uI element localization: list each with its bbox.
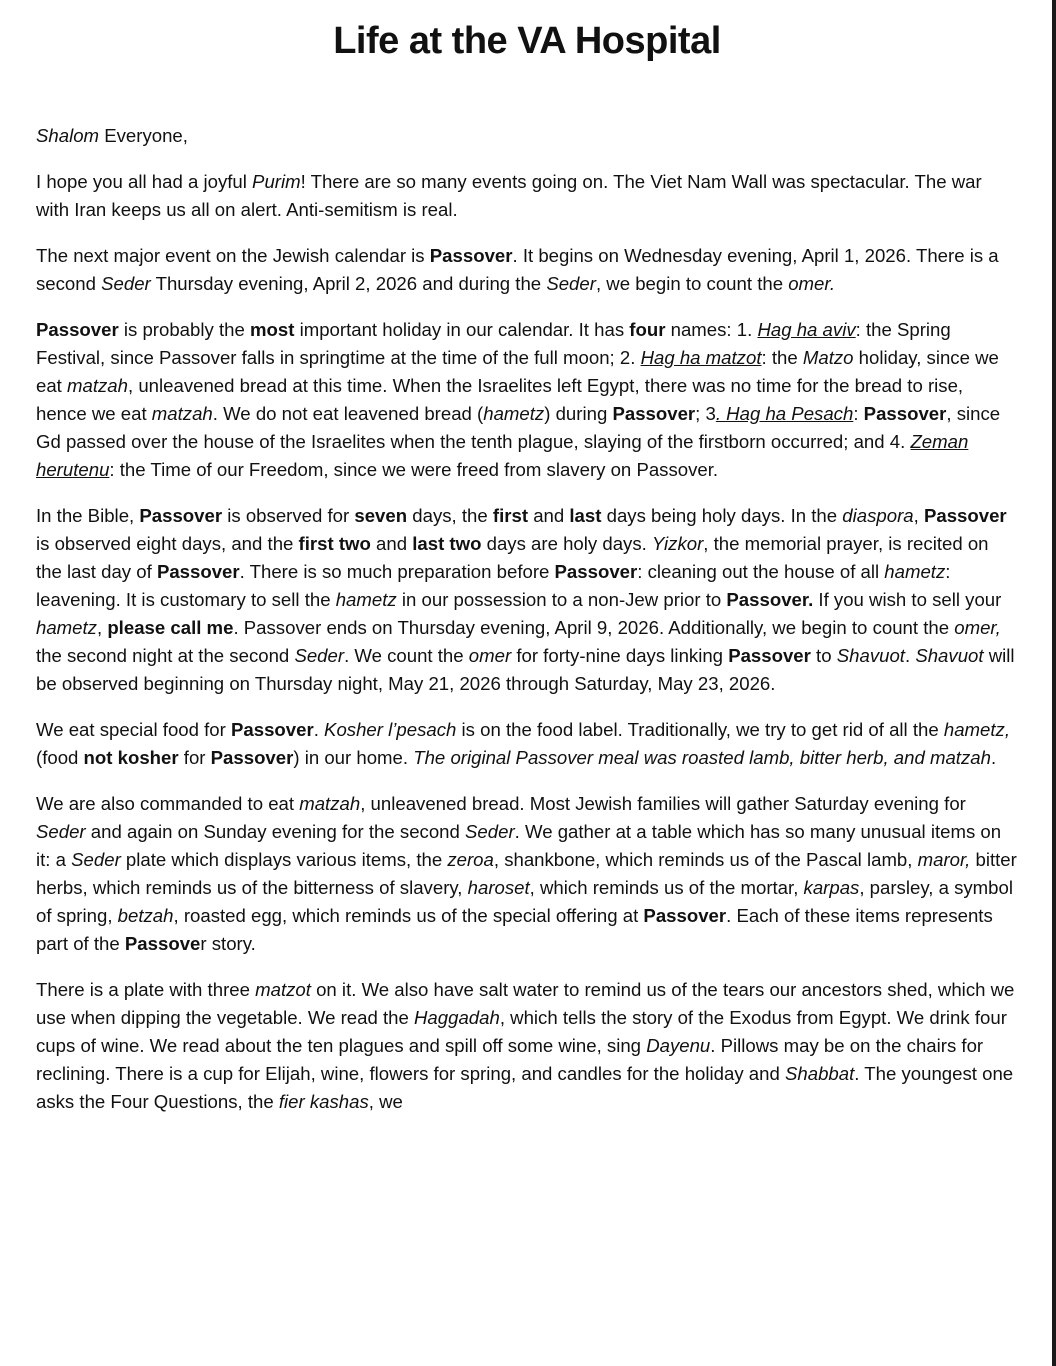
- text-run: haroset: [467, 877, 530, 898]
- text-run: .: [904, 645, 916, 666]
- text-run: . We do not eat leavened bread (: [212, 403, 484, 424]
- text-run: Yizkor: [651, 533, 704, 554]
- text-run: ! There are so many events going on. The Viet Nam Wall was spectacular. The war with Iran keeps us all on alert. Anti-semitism is real.: [36, 171, 982, 220]
- text-run: Shalom: [36, 125, 100, 146]
- text-run: hametz: [36, 617, 97, 638]
- text-run: and: [528, 505, 570, 526]
- page-title: Life at the VA Hospital: [333, 20, 721, 62]
- text-run: The original Passover meal was roasted lamb, bitter herb, and matzah: [413, 747, 991, 768]
- text-run: karpas: [803, 877, 860, 898]
- text-run: ) in our home.: [293, 747, 414, 768]
- text-run: hametz: [335, 589, 397, 610]
- text-run: diaspora: [842, 505, 914, 526]
- text-run: Seder: [101, 273, 151, 294]
- text-run: Passover: [139, 505, 223, 526]
- text-run: betzah: [117, 905, 174, 926]
- text-run: hametz: [483, 403, 545, 424]
- document-body: [36, 122, 1018, 1116]
- text-run: (food: [36, 747, 84, 768]
- text-run: last two: [412, 533, 482, 554]
- text-run: seven: [354, 505, 408, 526]
- text-run: Hag ha matzot: [640, 347, 762, 368]
- text-run: in our possession to a non-Jew prior to: [396, 589, 727, 610]
- text-run: zeroa: [447, 849, 494, 870]
- text-run: . Each of these items represents part of the: [36, 905, 993, 954]
- text-run: . Hag ha Pesach: [715, 403, 854, 424]
- text-run: matzah: [151, 403, 213, 424]
- text-run: Passover: [231, 719, 314, 740]
- text-run: matzah: [67, 375, 128, 396]
- text-run: on it. We also have salt water to remind us of the tears our ancestors shed, which we use when dipping the vegetable. We read the: [36, 979, 1015, 1028]
- text-run: : the: [761, 347, 803, 368]
- text-run: , roasted egg, which reminds us of the special offering at: [173, 905, 644, 926]
- text-run: Shavuot: [915, 645, 984, 666]
- text-run: Passover: [156, 561, 240, 582]
- text-run: I hope you all had a joyful: [36, 171, 253, 192]
- text-run: Shabbat: [784, 1063, 855, 1084]
- body-paragraph: [36, 502, 1018, 698]
- text-run: Passover: [210, 747, 294, 768]
- text-run: . We gather at a table which has so many unusual items on it: a: [36, 821, 1002, 870]
- text-run: Zeman herutenu: [36, 431, 969, 480]
- text-run: matzah: [299, 793, 361, 814]
- text-run: the second night at the second: [36, 645, 295, 666]
- text-run: for forty-nine days linking: [511, 645, 729, 666]
- text-run: not kosher: [83, 747, 179, 768]
- text-run: omer: [468, 645, 512, 666]
- text-run: Haggadah: [414, 1007, 500, 1028]
- text-run: is observed eight days, and the: [36, 533, 299, 554]
- text-run: to: [810, 645, 837, 666]
- text-run: is probably the: [118, 319, 250, 340]
- text-run: . Pillows may be on the chairs for reclining. There is a cup for Elijah, wine, flowers for spring, and candles for the holiday and: [36, 1035, 984, 1084]
- text-run: , unleavened bread. Most Jewish families will gather Saturday evening for: [360, 793, 966, 814]
- text-run: matzot: [255, 979, 311, 1000]
- text-run: There is a plate with three: [36, 979, 256, 1000]
- text-run: plate which displays various items, the: [120, 849, 448, 870]
- text-run: Seder: [71, 849, 121, 870]
- text-run: Passover: [612, 403, 696, 424]
- text-run: We eat special food for: [36, 719, 231, 740]
- text-run: . Passover ends on Thursday evening, April 9, 2026. Additionally, we begin to count the: [233, 617, 955, 638]
- text-run: Everyone,: [99, 125, 188, 146]
- text-run: Passove: [124, 933, 201, 954]
- text-run: days being holy days. In the: [601, 505, 843, 526]
- text-run: and: [370, 533, 413, 554]
- text-run: please call me: [107, 617, 234, 638]
- text-run: holiday, since we eat: [36, 347, 999, 396]
- text-run: hametz: [884, 561, 946, 582]
- body-paragraph: [36, 168, 1018, 224]
- text-run: The next major event on the Jewish calendar is: [36, 245, 430, 266]
- text-run: most: [249, 319, 295, 340]
- text-run: Seder: [294, 645, 345, 666]
- text-run: , which tells the story of the Exodus from Egypt. We drink four cups of wine. We read about the ten plagues and spill off some wine, sing: [36, 1007, 1007, 1056]
- text-run: Dayenu: [646, 1035, 711, 1056]
- text-run: Thursday evening, April 2, 2026 and during the: [150, 273, 547, 294]
- text-run: : cleaning out the house of all: [637, 561, 885, 582]
- text-run: . It begins on Wednesday evening, April 1, 2026. There is a second: [36, 245, 999, 294]
- page-edge: [1052, 0, 1056, 1366]
- text-run: ,: [913, 505, 924, 526]
- text-run: , we: [368, 1091, 403, 1112]
- text-run: Seder: [36, 821, 86, 842]
- text-run: omer.: [788, 273, 836, 294]
- text-run: will be observed beginning on Thursday night, May 21, 2026 through Saturday, May 23, 2026.: [36, 645, 1015, 694]
- text-run: , which reminds us of the mortar,: [529, 877, 804, 898]
- text-run: Passover: [643, 905, 727, 926]
- text-run: , parsley, a symbol of spring,: [36, 877, 1013, 926]
- text-run: ,: [96, 617, 108, 638]
- text-run: days are holy days.: [481, 533, 652, 554]
- text-run: first two: [298, 533, 371, 554]
- text-run: Shavuot: [836, 645, 905, 666]
- text-run: . There is so much preparation before: [239, 561, 555, 582]
- text-run: days, the: [407, 505, 493, 526]
- body-paragraph: [36, 242, 1018, 298]
- text-run: hametz,: [943, 719, 1010, 740]
- text-run: four: [629, 319, 666, 340]
- text-run: , shankbone, which reminds us of the Pascal lamb,: [493, 849, 918, 870]
- text-run: bitter herbs, which reminds us of the bitterness of slavery,: [36, 849, 1017, 898]
- text-run: Kosher l’pesach: [324, 719, 457, 740]
- text-run: last: [569, 505, 602, 526]
- text-run: is observed for: [222, 505, 355, 526]
- text-run: Passover: [923, 505, 1007, 526]
- text-run: Seder: [546, 273, 596, 294]
- text-run: : the Time of our Freedom, since we were freed from slavery on Passover.: [109, 459, 719, 480]
- text-run: , since Gd passed over the house of the Israelites when the tenth plague, slaying of the firstborn occurred; and 4.: [36, 403, 1001, 452]
- text-run: In the Bible,: [36, 505, 140, 526]
- text-run: . The youngest one asks the Four Questions, the: [36, 1063, 1014, 1112]
- text-run: maror,: [917, 849, 971, 870]
- text-run: Seder: [465, 821, 515, 842]
- text-run: names: 1.: [665, 319, 758, 340]
- text-run: important holiday in our calendar. It has: [294, 319, 630, 340]
- text-run: Hag ha aviv: [757, 319, 856, 340]
- text-run: .: [313, 719, 325, 740]
- text-run: :: [853, 403, 864, 424]
- text-run: Passover: [36, 319, 119, 340]
- text-run: is on the food label. Traditionally, we try to get rid of all the: [456, 719, 944, 740]
- text-run: , the memorial prayer, is recited on the last day of: [36, 533, 989, 582]
- text-run: Passover: [554, 561, 638, 582]
- body-paragraph: [36, 716, 1018, 772]
- text-run: . We count the: [344, 645, 469, 666]
- greeting-paragraph: [36, 122, 1018, 150]
- text-run: Passover: [429, 245, 513, 266]
- body-paragraph: [36, 976, 1018, 1116]
- body-paragraph: [36, 790, 1018, 958]
- text-run: ; 3: [695, 403, 716, 424]
- text-run: for: [178, 747, 211, 768]
- document-page: [36, 0, 1018, 1116]
- text-run: , unleavened bread at this time. When the Israelites left Egypt, there was no time for the bread to rise, hence we eat: [36, 375, 964, 424]
- text-run: If you wish to sell your: [813, 589, 1002, 610]
- text-run: Passover.: [726, 589, 814, 610]
- text-run: ) during: [544, 403, 613, 424]
- text-run: omer,: [954, 617, 1001, 638]
- body-paragraph: [36, 316, 1018, 484]
- text-run: , we begin to count the: [595, 273, 789, 294]
- text-run: fier kashas: [278, 1091, 369, 1112]
- text-run: We are also commanded to eat: [36, 793, 300, 814]
- text-run: Passover: [728, 645, 811, 666]
- text-run: Passover: [863, 403, 947, 424]
- text-run: and again on Sunday evening for the second: [85, 821, 466, 842]
- text-run: Matzo: [802, 347, 854, 368]
- text-run: .: [990, 747, 997, 768]
- text-run: r story.: [200, 933, 256, 954]
- text-run: : the Spring Festival, since Passover falls in springtime at the time of the full moon; 2.: [36, 319, 951, 368]
- text-run: : leavening. It is customary to sell the: [36, 561, 951, 610]
- text-run: Purim: [252, 171, 301, 192]
- text-run: first: [492, 505, 529, 526]
